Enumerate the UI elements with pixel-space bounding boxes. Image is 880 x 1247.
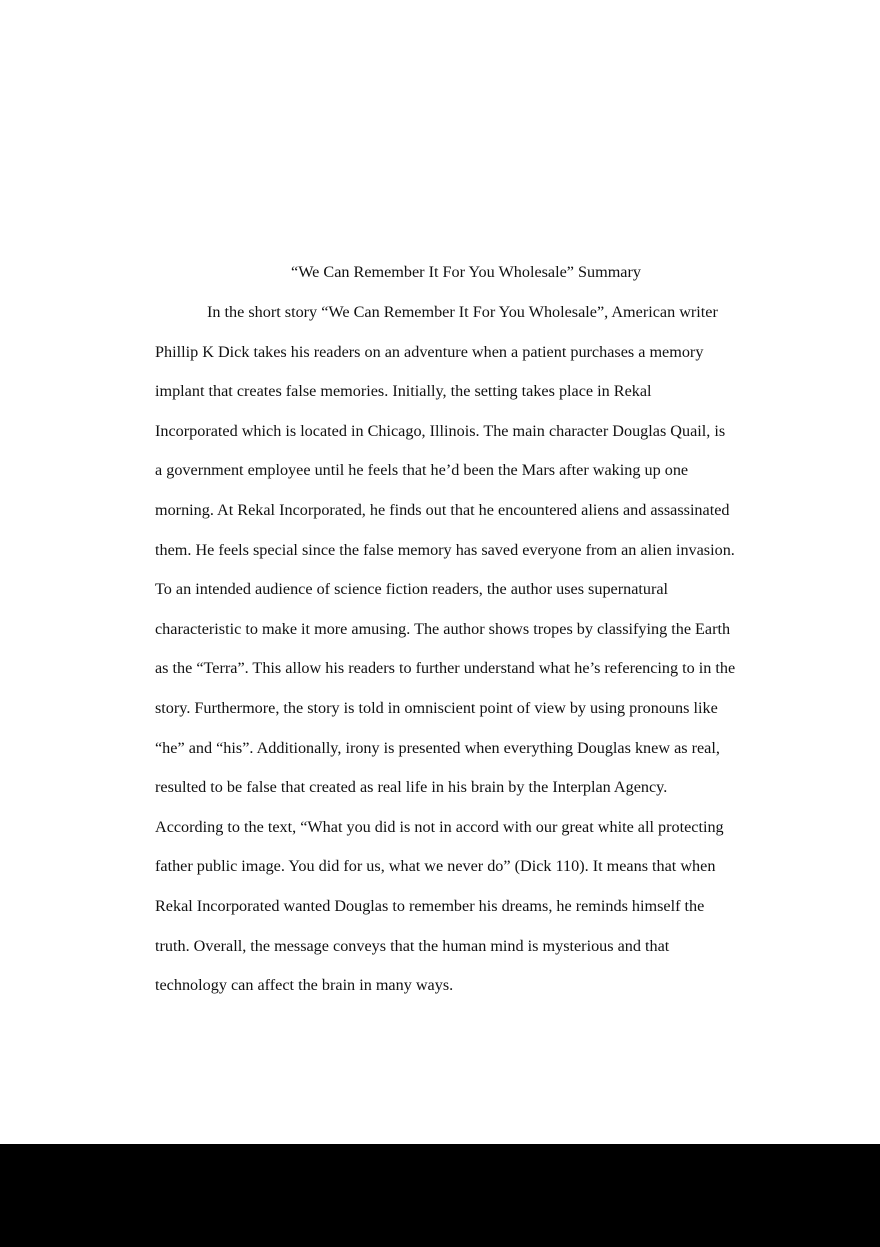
paragraph-line: Incorporated which is located in Chicago, Illinois. The main character Douglas Quail, is	[155, 421, 726, 440]
paragraph-line: truth. Overall, the message conveys that the human mind is mysterious and that	[155, 936, 670, 955]
document-title: “We Can Remember It For You Wholesale” Summary	[291, 263, 641, 281]
paragraph-line: as the “Terra”. This allow his readers to further understand what he’s referencing to in the	[155, 659, 736, 678]
paragraph-line: implant that creates false memories. Initially, the setting takes place in Rekal	[155, 382, 652, 401]
paragraph-line: story. Furthermore, the story is told in omniscient point of view by using pronouns like	[155, 698, 718, 717]
paragraph-line: Phillip K Dick takes his readers on an adventure when a patient purchases a memory	[155, 342, 704, 361]
paragraph-line: To an intended audience of science fiction readers, the author uses supernatural	[155, 580, 669, 599]
paragraph-line: According to the text, “What you did is not in accord with our great white all protecting	[155, 817, 724, 836]
paragraph-line: “he” and “his”. Additionally, irony is presented when everything Douglas knew as real,	[155, 738, 720, 757]
paragraph-line: characteristic to make it more amusing. The author shows tropes by classifying the Earth	[155, 619, 731, 638]
black-bottom-bar	[0, 1144, 880, 1247]
paragraph-line: a government employee until he feels that he’d been the Mars after waking up one	[155, 461, 689, 480]
paragraph-line: them. He feels special since the false memory has saved everyone from an alien invasion.	[155, 540, 735, 559]
paragraph-line: In the short story “We Can Remember It For You Wholesale”, American writer	[207, 303, 718, 321]
paragraph-line: morning. At Rekal Incorporated, he finds out that he encountered aliens and assassinated	[155, 500, 730, 519]
summary-paragraph	[155, 302, 795, 1015]
paragraph-line: technology can affect the brain in many ways.	[155, 976, 454, 995]
paragraph-line: Rekal Incorporated wanted Douglas to remember his dreams, he reminds himself the	[155, 896, 705, 915]
paragraph-line: resulted to be false that created as real life in his brain by the Interplan Agency.	[155, 778, 668, 797]
paragraph-line: father public image. You did for us, what we never do” (Dick 110). It means that when	[155, 857, 716, 876]
